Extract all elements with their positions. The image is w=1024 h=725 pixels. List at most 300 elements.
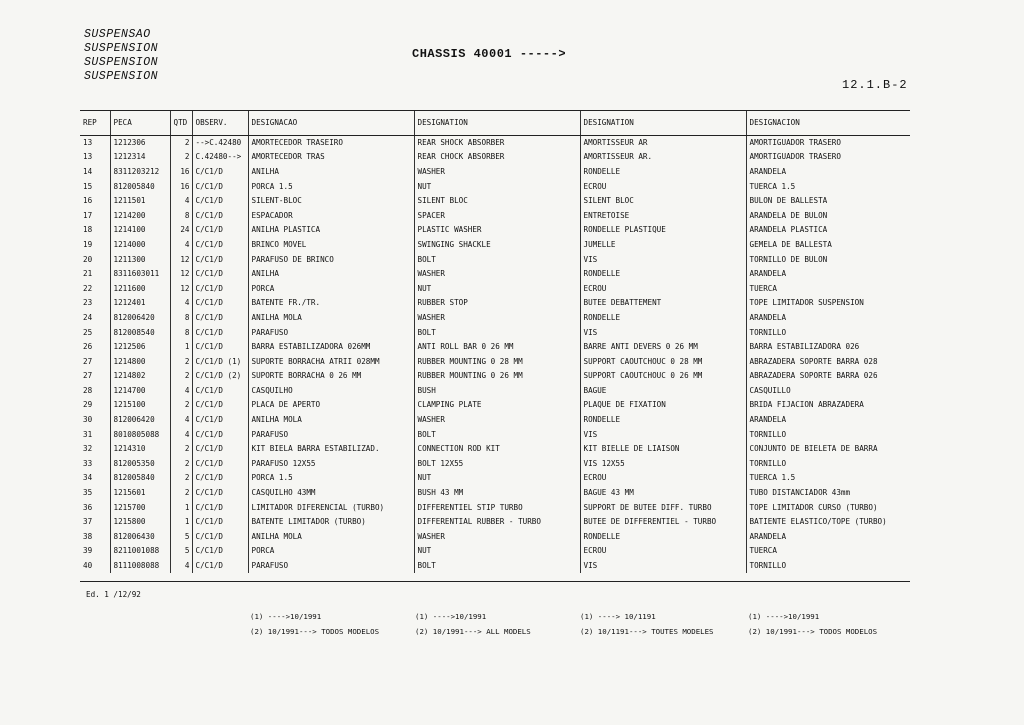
cell-designation-en: RUBBER MOUNTING 0 26 MM [414,369,580,384]
cell-observ: C/C1/D [192,281,248,296]
cell-observ: C/C1/D [192,223,248,238]
table-row [80,514,910,529]
cell-observ: C/C1/D [192,237,248,252]
cell-designation-en: WASHER [414,412,580,427]
cell-peca: 8311603011 [110,266,170,281]
cell-designation-fr: RONDELLE [580,412,746,427]
cell-designacao: PORCA [248,281,414,296]
table-row [80,223,910,238]
cell-observ: C/C1/D (2) [192,369,248,384]
cell-designation-en: REAR CHOCK ABSORBER [414,150,580,165]
cell-rep: 20 [83,254,93,264]
cell-designacao: BATENTE FR./TR. [248,296,414,311]
cell-observ: C/C1/D [192,164,248,179]
cell-designation-fr: VIS [580,427,746,442]
header-designacion: DESIGNACION [746,111,910,135]
footnote-block [580,612,714,636]
cell-rep: 25 [83,327,93,337]
header-designation-fr: DESIGNATION [580,111,746,135]
cell-designacao: CASQUILHO [248,383,414,398]
cell-peca: 1215601 [110,485,170,500]
cell-designacion: AMORTIGUADOR TRASERO [746,135,910,150]
cell-peca: 1214802 [110,369,170,384]
cell-designacao: BARRA ESTABILIZADORA 026MM [248,339,414,354]
cell-peca: 812006420 [110,310,170,325]
cell-rep: 14 [83,166,93,176]
cell-qtd: 1 [170,500,192,515]
page-reference: 12.1.B-2 [842,78,908,92]
cell-observ: C/C1/D [192,252,248,267]
cell-designacao: SUPORTE BORRACHA ATRII 028MM [248,354,414,369]
cell-designation-fr: BAGUE [580,383,746,398]
cell-qtd: 8 [170,310,192,325]
cell-designacion: ARANDELA [746,164,910,179]
cell-peca: 1211300 [110,252,170,267]
section-title: SUSPENSION [84,70,159,83]
cell-designation-en: SPACER [414,208,580,223]
cell-observ: C/C1/D [192,456,248,471]
cell-designacao: PARAFUSO [248,558,414,573]
cell-observ: C.42480--> [192,150,248,165]
cell-designacion: ABRAZADERA SOPORTE BARRA 028 [746,354,910,369]
cell-qtd: 4 [170,296,192,311]
cell-designacion: TORNILLO DE BULON [746,252,910,267]
cell-designation-en: NUT [414,471,580,486]
cell-qtd: 24 [170,223,192,238]
header-designation-en: DESIGNATION [414,111,580,135]
cell-designation-fr: PLAQUE DE FIXATION [580,398,746,413]
cell-rep: 31 [83,429,93,439]
footnote-line: (1) ---->10/1991 [415,612,487,621]
cell-rep: 27 [83,371,93,381]
cell-qtd: 4 [170,412,192,427]
section-title: SUSPENSION [84,42,159,55]
cell-designacion: GEMELA DE BALLESTA [746,237,910,252]
cell-designation-fr: JUMELLE [580,237,746,252]
cell-peca: 812006420 [110,412,170,427]
section-title: SUSPENSAO [84,28,151,41]
table-row [80,427,910,442]
cell-designation-en: REAR SHOCK ABSORBER [414,135,580,150]
footnote-line: (1) ---->10/1991 [250,612,322,621]
cell-designation-fr: ECROU [580,281,746,296]
edition-date: Ed. 1 /12/92 [86,590,141,599]
cell-designacao: AMORTECEDOR TRASEIRO [248,135,414,150]
cell-designation-en: WASHER [414,310,580,325]
cell-designation-en: BUSH [414,383,580,398]
cell-rep: 18 [83,225,93,235]
cell-designacao: PORCA [248,544,414,559]
cell-designation-fr: RONDELLE [580,529,746,544]
cell-qtd: 2 [170,150,192,165]
cell-designation-en: SWINGING SHACKLE [414,237,580,252]
cell-qtd: 1 [170,339,192,354]
cell-designacion: TUBO DISTANCIADOR 43mm [746,485,910,500]
table-row [80,339,910,354]
footnote-block [415,612,531,636]
cell-designation-en: NUT [414,281,580,296]
cell-designation-en: SILENT BLOC [414,193,580,208]
table-row [80,412,910,427]
cell-designacao: ANILHA PLASTICA [248,223,414,238]
parts-table [80,111,910,573]
cell-observ: C/C1/D [192,544,248,559]
cell-qtd: 16 [170,164,192,179]
cell-qtd: 4 [170,427,192,442]
cell-designation-en: RUBBER MOUNTING 0 28 MM [414,354,580,369]
header-qtd: QTD [170,111,192,135]
cell-peca: 1212506 [110,339,170,354]
cell-qtd: 16 [170,179,192,194]
table-row [80,266,910,281]
table-row [80,383,910,398]
cell-designacion: TOPE LIMITADOR CURSO (TURBO) [746,500,910,515]
cell-designacion: CONJUNTO DE BIELETA DE BARRA [746,441,910,456]
cell-designacao: PLACA DE APERTO [248,398,414,413]
cell-designacao: PARAFUSO 12X55 [248,456,414,471]
cell-designacion: ABRAZADERA SOPORTE BARRA 026 [746,369,910,384]
cell-designation-en: ANTI ROLL BAR 0 26 MM [414,339,580,354]
table-row [80,354,910,369]
cell-observ: C/C1/D [192,412,248,427]
table-row [80,441,910,456]
cell-observ: C/C1/D [192,398,248,413]
header-peca: PECA [110,111,170,135]
cell-peca: 812005840 [110,471,170,486]
cell-peca: 812006430 [110,529,170,544]
footnote-line: (2) 10/1191---> TOUTES MODELES [580,627,714,636]
cell-designacion: BRIDA FIJACION ABRAZADERA [746,398,910,413]
cell-designation-fr: BUTEE DEBATTEMENT [580,296,746,311]
cell-designacion: TUERCA [746,544,910,559]
cell-observ: C/C1/D (1) [192,354,248,369]
cell-designation-en: BUSH 43 MM [414,485,580,500]
cell-rep: 39 [83,546,93,556]
cell-designacao: BRINCO MOVEL [248,237,414,252]
cell-qtd: 4 [170,558,192,573]
cell-designacao: CASQUILHO 43MM [248,485,414,500]
cell-qtd: 12 [170,266,192,281]
cell-designacao: AMORTECEDOR TRAS [248,150,414,165]
header-observ: OBSERV. [192,111,248,135]
table-row [80,558,910,573]
cell-designacao: PARAFUSO [248,427,414,442]
section-title: SUSPENSION [84,56,159,69]
cell-designation-en: BOLT [414,558,580,573]
cell-qtd: 5 [170,529,192,544]
parts-table-container [80,110,910,582]
footnote-line: (2) 10/1991---> ALL MODELS [415,627,531,636]
table-row [80,208,910,223]
cell-designacao: PORCA 1.5 [248,471,414,486]
table-row [80,398,910,413]
cell-observ: C/C1/D [192,558,248,573]
cell-qtd: 8 [170,325,192,340]
cell-designation-en: WASHER [414,266,580,281]
cell-rep: 21 [83,269,93,279]
cell-peca: 8010805088 [110,427,170,442]
table-row [80,296,910,311]
cell-peca: 812005840 [110,179,170,194]
cell-qtd: 2 [170,456,192,471]
table-row [80,456,910,471]
cell-observ: C/C1/D [192,514,248,529]
table-row [80,179,910,194]
table-row [80,310,910,325]
footnote-line: (1) ---->10/1991 [748,612,820,621]
footnote-block [748,612,877,636]
table-header-row [80,111,910,135]
cell-designacao: LIMITADOR DIFERENCIAL (TURBO) [248,500,414,515]
cell-designation-fr: AMORTISSEUR AR. [580,150,746,165]
cell-peca: 1212306 [110,135,170,150]
table-row [80,150,910,165]
footnote-line: (2) 10/1991---> TODOS MODELOS [250,627,380,636]
cell-peca: 1214100 [110,223,170,238]
cell-designation-fr: KIT BIELLE DE LIAISON [580,441,746,456]
cell-peca: 1212401 [110,296,170,311]
section-titles [84,28,158,84]
cell-designacao: KIT BIELA BARRA ESTABILIZAD. [248,441,414,456]
cell-designation-fr: SUPPORT CAOUTCHOUC 0 28 MM [580,354,746,369]
cell-designation-en: NUT [414,544,580,559]
cell-observ: C/C1/D [192,529,248,544]
cell-qtd: 5 [170,544,192,559]
cell-designation-fr: VIS [580,558,746,573]
cell-observ: C/C1/D [192,179,248,194]
cell-designacion: AMORTIGUADOR TRASERO [746,150,910,165]
cell-observ: C/C1/D [192,471,248,486]
cell-designacao: BATENTE LIMITADOR (TURBO) [248,514,414,529]
cell-designation-fr: RONDELLE [580,266,746,281]
cell-designacion: ARANDELA [746,266,910,281]
cell-designacion: ARANDELA [746,310,910,325]
table-body [80,135,910,573]
cell-designation-en: DIFFERENTIEL STIP TURBO [414,500,580,515]
cell-designation-en: CONNECTION ROD KIT [414,441,580,456]
cell-peca: 1214310 [110,441,170,456]
cell-designacion: TORNILLO [746,325,910,340]
cell-peca: 812005350 [110,456,170,471]
cell-designacao: PORCA 1.5 [248,179,414,194]
cell-peca: 8211001088 [110,544,170,559]
cell-designation-en: RUBBER STOP [414,296,580,311]
cell-rep: 40 [83,561,93,571]
cell-qtd: 8 [170,208,192,223]
cell-qtd: 4 [170,193,192,208]
cell-designation-fr: ECROU [580,179,746,194]
cell-designation-fr: RONDELLE PLASTIQUE [580,223,746,238]
cell-rep: 36 [83,502,93,512]
cell-qtd: 4 [170,383,192,398]
cell-peca: 1214200 [110,208,170,223]
cell-designation-fr: SUPPORT DE BUTEE DIFF. TURBO [580,500,746,515]
cell-designacion: BARRA ESTABILIZADORA 026 [746,339,910,354]
cell-peca: 1211600 [110,281,170,296]
cell-rep: 38 [83,531,93,541]
cell-rep: 26 [83,342,93,352]
cell-designacion: BATIENTE ELASTICO/TOPE (TURBO) [746,514,910,529]
cell-rep: 13 [83,152,93,162]
cell-designacion: TORNILLO [746,427,910,442]
cell-peca: 1214700 [110,383,170,398]
cell-designation-fr: BARRE ANTI DEVERS 0 26 MM [580,339,746,354]
cell-designacao: ANILHA MOLA [248,529,414,544]
cell-designation-fr: VIS 12X55 [580,456,746,471]
cell-qtd: 2 [170,354,192,369]
cell-peca: 1214000 [110,237,170,252]
chassis-label: CHASSIS 40001 -----> [412,47,567,61]
cell-rep: 37 [83,517,93,527]
cell-qtd: 2 [170,441,192,456]
cell-rep: 30 [83,415,93,425]
cell-observ: C/C1/D [192,339,248,354]
table-row [80,193,910,208]
cell-peca: 1215700 [110,500,170,515]
header-designacao: DESIGNACAO [248,111,414,135]
cell-designacao: PARAFUSO DE BRINCO [248,252,414,267]
cell-designacion: ARANDELA DE BULON [746,208,910,223]
cell-rep: 13 [83,138,93,148]
cell-rep: 17 [83,210,93,220]
cell-peca: 1215100 [110,398,170,413]
cell-observ: C/C1/D [192,500,248,515]
cell-designation-fr: SUPPORT CAOUTCHOUC 0 26 MM [580,369,746,384]
cell-designacion: TOPE LIMITADOR SUSPENSION [746,296,910,311]
cell-rep: 29 [83,400,93,410]
cell-designacion: BULON DE BALLESTA [746,193,910,208]
cell-rep: 33 [83,458,93,468]
cell-qtd: 4 [170,237,192,252]
cell-designacao: SUPORTE BORRACHA 0 26 MM [248,369,414,384]
table-row [80,500,910,515]
cell-designacao: SILENT-BLOC [248,193,414,208]
cell-designacion: ARANDELA PLASTICA [746,223,910,238]
cell-designacion: ARANDELA [746,529,910,544]
cell-observ: C/C1/D [192,296,248,311]
cell-designation-fr: RONDELLE [580,164,746,179]
cell-observ: C/C1/D [192,310,248,325]
cell-observ: -->C.42480 [192,135,248,150]
cell-designation-fr: ECROU [580,471,746,486]
cell-designation-fr: RONDELLE [580,310,746,325]
cell-peca: 1214800 [110,354,170,369]
cell-designacion: CASQUILLO [746,383,910,398]
cell-rep: 27 [83,356,93,366]
cell-designation-fr: ECROU [580,544,746,559]
cell-peca: 1215800 [110,514,170,529]
cell-designation-en: BOLT [414,325,580,340]
cell-observ: C/C1/D [192,383,248,398]
cell-designation-en: PLASTIC WASHER [414,223,580,238]
cell-qtd: 2 [170,398,192,413]
cell-qtd: 1 [170,514,192,529]
cell-designation-fr: SILENT BLOC [580,193,746,208]
cell-observ: C/C1/D [192,441,248,456]
cell-qtd: 2 [170,485,192,500]
cell-designacion: TORNILLO [746,456,910,471]
cell-observ: C/C1/D [192,208,248,223]
table-row [80,237,910,252]
cell-designation-fr: ENTRETOISE [580,208,746,223]
cell-designacion: TUERCA 1.5 [746,179,910,194]
cell-qtd: 12 [170,281,192,296]
cell-designation-en: CLAMPING PLATE [414,398,580,413]
cell-designation-fr: AMORTISSEUR AR [580,135,746,150]
cell-designacao: ANILHA MOLA [248,310,414,325]
cell-designation-fr: VIS [580,252,746,267]
cell-designacion: TORNILLO [746,558,910,573]
cell-designation-fr: VIS [580,325,746,340]
cell-qtd: 12 [170,252,192,267]
table-row [80,252,910,267]
cell-observ: C/C1/D [192,266,248,281]
cell-designation-en: NUT [414,179,580,194]
cell-rep: 19 [83,239,93,249]
table-row [80,135,910,150]
table-row [80,471,910,486]
cell-rep: 22 [83,283,93,293]
cell-rep: 28 [83,385,93,395]
cell-designation-en: BOLT [414,427,580,442]
cell-peca: 1211501 [110,193,170,208]
table-row [80,544,910,559]
cell-observ: C/C1/D [192,485,248,500]
cell-designacion: TUERCA [746,281,910,296]
footnote-line: (1) ----> 10/1191 [580,612,656,621]
cell-designacao: ANILHA [248,164,414,179]
table-row [80,164,910,179]
header-rep: REP [80,111,110,135]
table-row [80,369,910,384]
cell-rep: 15 [83,181,93,191]
footnote-line: (2) 10/1991---> TODOS MODELOS [748,627,878,636]
cell-designation-en: WASHER [414,529,580,544]
cell-designation-fr: BUTEE DE DIFFERENTIEL - TURBO [580,514,746,529]
cell-peca: 8311203212 [110,164,170,179]
footnote-block [250,612,379,636]
cell-designacion: TUERCA 1.5 [746,471,910,486]
cell-rep: 35 [83,488,93,498]
cell-rep: 32 [83,444,93,454]
cell-designation-en: BOLT 12X55 [414,456,580,471]
table-row [80,485,910,500]
cell-peca: 812008540 [110,325,170,340]
cell-designation-en: WASHER [414,164,580,179]
cell-qtd: 2 [170,135,192,150]
cell-rep: 23 [83,298,93,308]
cell-peca: 1212314 [110,150,170,165]
cell-rep: 16 [83,196,93,206]
cell-designacao: ESPACADOR [248,208,414,223]
cell-designation-en: BOLT [414,252,580,267]
cell-designacao: ANILHA [248,266,414,281]
table-row [80,281,910,296]
cell-peca: 8111008088 [110,558,170,573]
cell-rep: 24 [83,312,93,322]
cell-designacion: ARANDELA [746,412,910,427]
cell-designation-en: DIFFERENTIAL RUBBER - TURBO [414,514,580,529]
cell-qtd: 2 [170,471,192,486]
cell-designacao: ANILHA MOLA [248,412,414,427]
cell-designation-fr: BAGUE 43 MM [580,485,746,500]
cell-qtd: 2 [170,369,192,384]
table-row [80,325,910,340]
table-row [80,529,910,544]
cell-observ: C/C1/D [192,325,248,340]
cell-designacao: PARAFUSO [248,325,414,340]
cell-rep: 34 [83,473,93,483]
